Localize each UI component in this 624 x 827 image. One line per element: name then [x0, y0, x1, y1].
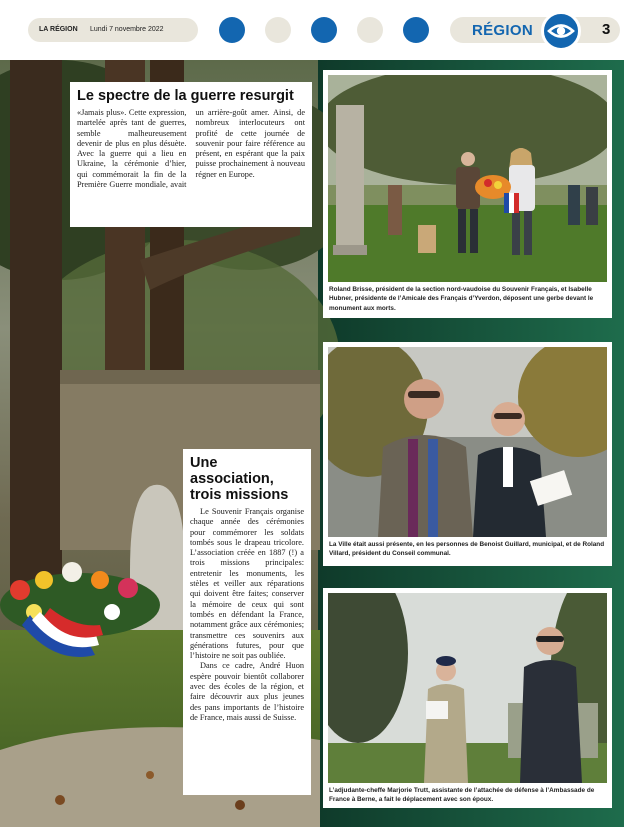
header-dot: [357, 17, 383, 43]
photo-caption: La Ville était aussi présente, en les personnes de Benoist Guillard, municipal, et de Roland Villard, président du Conseil communal.: [329, 541, 605, 558]
photo-card: [323, 70, 612, 318]
page-header: [0, 0, 624, 62]
page-number: 3: [602, 21, 611, 38]
header-dot: [219, 17, 245, 43]
article-title: Le spectre de la guerre resurgit: [77, 88, 294, 104]
photo-caption: Roland Brisse, président de la section nord-vaudoise du Souvenir Français, et Isabelle Hubner, présidente de l’Amicale des Français d’Yverdon, déposent une gerbe devant le monument aux morts.: [329, 286, 594, 312]
photo-caption: L’adjudante-cheffe Marjorie Trutt, assistante de l’attachée de défense à l’Ambassade de France à Berne, a fait le déplacement avec son époux.: [329, 787, 595, 804]
photo-card: [323, 342, 612, 566]
photo-wreath-laying: [328, 75, 607, 282]
header-dot: [265, 17, 291, 43]
article-body: [190, 507, 304, 723]
article-paragraph: Dans ce cadre, André Huon espère pouvoir bientôt collaborer avec des écoles de la région, et faire découvrir aux plus jeunes des pans importants de l’histoire de France, mais aussi de Suisse.: [190, 661, 304, 722]
photo-adjudante-cheffe: [328, 593, 607, 783]
article-paragraph: Le Souvenir Français organise chaque année des cérémonies pour commémorer les soldats tombés sous le drapeau tricolore. L’association créée en 1887 (!) a trois missions principales: entretenir les monuments, les stèles et veiller aux réparations qui doivent être faites; conserver la mémoire de ceux qui sont tombés en défendant la France, notamment grâce aux cérémonies; transmettre ces souvenirs aux générations futures, pour que l’histoire ne soit pas oubliée.: [190, 507, 304, 661]
section-title: RÉGION: [472, 22, 533, 39]
header-dot: [311, 17, 337, 43]
eye-icon: [541, 11, 581, 51]
header-dot: [403, 17, 429, 43]
photo-card: [323, 588, 612, 808]
article-box-association: [183, 449, 311, 795]
newspaper-name: LA RÉGION: [39, 26, 78, 33]
article-body: «Jamais plus». Cette expression, martelée après tant de guerres, semble malheureusement devenir de plus en plus désuète. Avec la guerre qui a lieu en Ukraine, la cérémonie d’hier, qui commémorait la fin de la Première Guerre mondiale, avait un arrière-goût amer. Ainsi, de nombreux interlocuteurs ont profité de cette journée de souvenir pour faire référence au présent, en espérant que la paix puisse prochainement à nouveau régner en Europe.: [77, 108, 305, 190]
issue-date: Lundi 7 novembre 2022: [90, 26, 164, 33]
photo-city-officials: [328, 347, 607, 537]
article-box-spectre: [70, 82, 312, 227]
article-title: Une association, trois missions: [190, 455, 289, 503]
